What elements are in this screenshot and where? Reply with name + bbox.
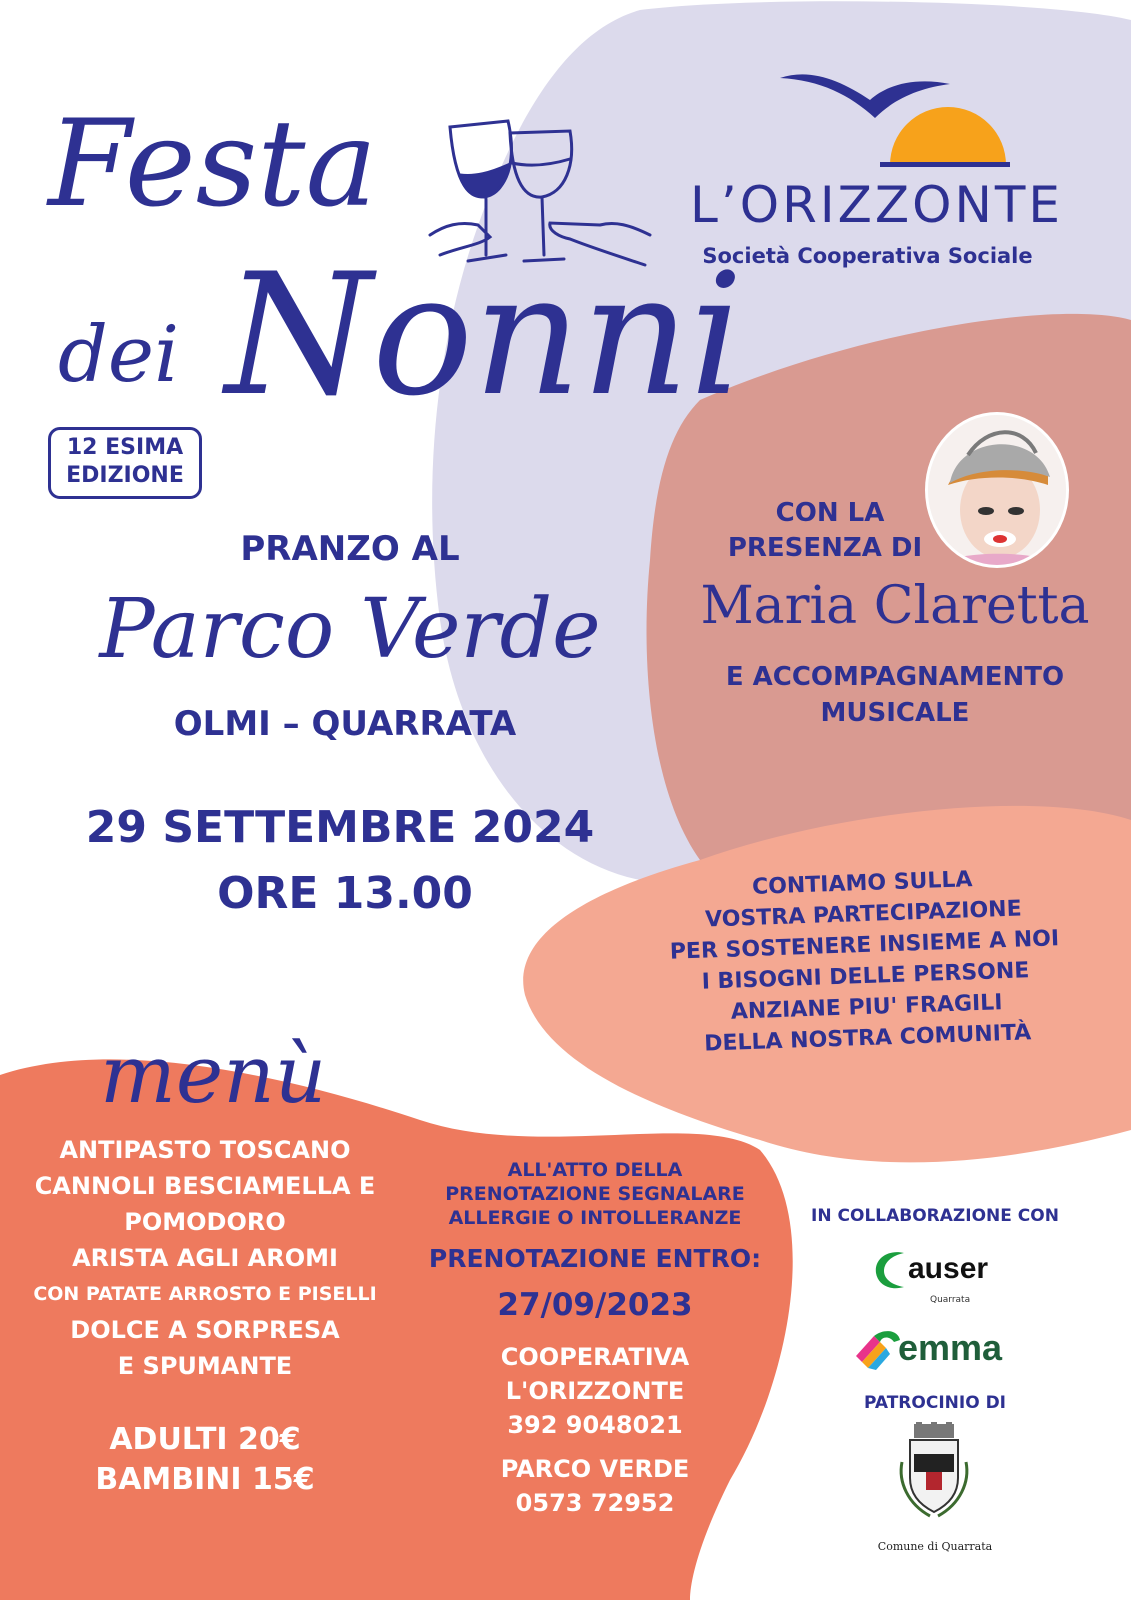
appeal-line: I BISOGNI DELLE PERSONE — [701, 958, 1030, 995]
guest-music2: MUSICALE — [820, 698, 970, 728]
auser-swoosh-icon — [868, 1247, 908, 1293]
allergy-line: ALL'ATTO DELLA — [507, 1159, 683, 1181]
guest-line2: PRESENZA DI — [727, 533, 923, 563]
coop-line1: COOPERATIVA — [500, 1343, 690, 1371]
allergy-line: PRENOTAZIONE SEGNALARE — [445, 1183, 745, 1205]
edition-line1: 12 ESIMA — [66, 435, 184, 460]
guest-name: Maria Claretta — [700, 576, 1090, 636]
title-nonni: Nonni — [225, 237, 744, 433]
menu-item: ARISTA AGLI AROMI — [72, 1244, 338, 1272]
menu-item: DOLCE A SORPRESA — [70, 1316, 340, 1344]
park-name: PARCO VERDE — [500, 1455, 690, 1483]
wine-glasses-icon — [420, 115, 660, 275]
coop-phone[interactable]: 392 9048021 — [507, 1411, 683, 1439]
park-phone[interactable]: 0573 72952 — [515, 1489, 675, 1517]
appeal-block — [637, 860, 1093, 1062]
deadline-date: 27/09/2023 — [497, 1287, 693, 1323]
menu-item: CANNOLI BESCIAMELLA E — [34, 1172, 376, 1200]
menu-item: ANTIPASTO TOSCANO — [59, 1136, 351, 1164]
edition-badge — [48, 427, 202, 499]
appeal-line: CONTIAMO SULLA — [751, 867, 973, 900]
menu-items — [20, 1132, 390, 1384]
comune-name: Comune di Quarrata — [877, 1540, 993, 1553]
appeal-line: PER SOSTENERE INSIEME A NOI — [669, 926, 1060, 965]
park-contact — [455, 1452, 735, 1520]
coop-contact — [455, 1340, 735, 1442]
coop-line2: L'ORIZZONTE — [505, 1377, 685, 1405]
allergy-note — [420, 1158, 770, 1230]
guest-music1: E ACCOMPAGNAMENTO — [725, 662, 1065, 692]
organizer-name: L’ORIZZONTE — [690, 176, 1063, 234]
organizer-subtitle: Società Cooperativa Sociale — [702, 244, 1033, 268]
gemma-name: emma — [898, 1327, 1003, 1368]
appeal-line: ANZIANE PIU' FRAGILI — [730, 990, 1003, 1025]
appeal-line: DELLA NOSTRA COMUNITÀ — [703, 1020, 1032, 1057]
allergy-line: ALLERGIE O INTOLLERANZE — [448, 1207, 742, 1229]
auser-sub: Quarrata — [930, 1295, 971, 1305]
pranzo-label: PRANZO AL — [240, 529, 460, 569]
gemma-brush-icon — [854, 1326, 902, 1370]
deadline-label: PRENOTAZIONE ENTRO: — [428, 1244, 762, 1273]
comune-crest-icon — [896, 1422, 972, 1522]
venue-place: OLMI – QUARRATA — [173, 704, 517, 744]
event-date: 29 SETTEMBRE 2024 — [85, 802, 595, 853]
venue-name: Parco Verde — [99, 582, 601, 677]
title-dei: dei — [58, 310, 180, 400]
title-festa: Festa — [48, 95, 378, 234]
menu-item: POMODORO — [124, 1208, 286, 1236]
menu-title: menù — [100, 1028, 327, 1121]
orizzonte-logo-icon — [780, 70, 1010, 170]
event-time: ORE 13.00 — [217, 868, 473, 919]
menu-item: CON PATATE ARROSTO E PISELLI — [33, 1283, 377, 1305]
menu-prices — [60, 1420, 350, 1500]
price-adults: ADULTI 20€ — [109, 1422, 301, 1457]
auser-logo — [860, 1237, 1005, 1313]
gemma-logo — [852, 1320, 1012, 1376]
auser-name: auser — [908, 1252, 989, 1285]
price-children: BAMBINI 15€ — [95, 1462, 315, 1497]
edition-line2: EDIZIONE — [66, 463, 184, 488]
menu-item: E SPUMANTE — [117, 1352, 293, 1380]
patrocinio-label: PATROCINIO DI — [863, 1393, 1007, 1413]
collab-label: IN COLLABORAZIONE CON — [811, 1206, 1059, 1226]
guest-line1: CON LA — [775, 498, 885, 528]
appeal-line: VOSTRA PARTECIPAZIONE — [704, 896, 1023, 933]
